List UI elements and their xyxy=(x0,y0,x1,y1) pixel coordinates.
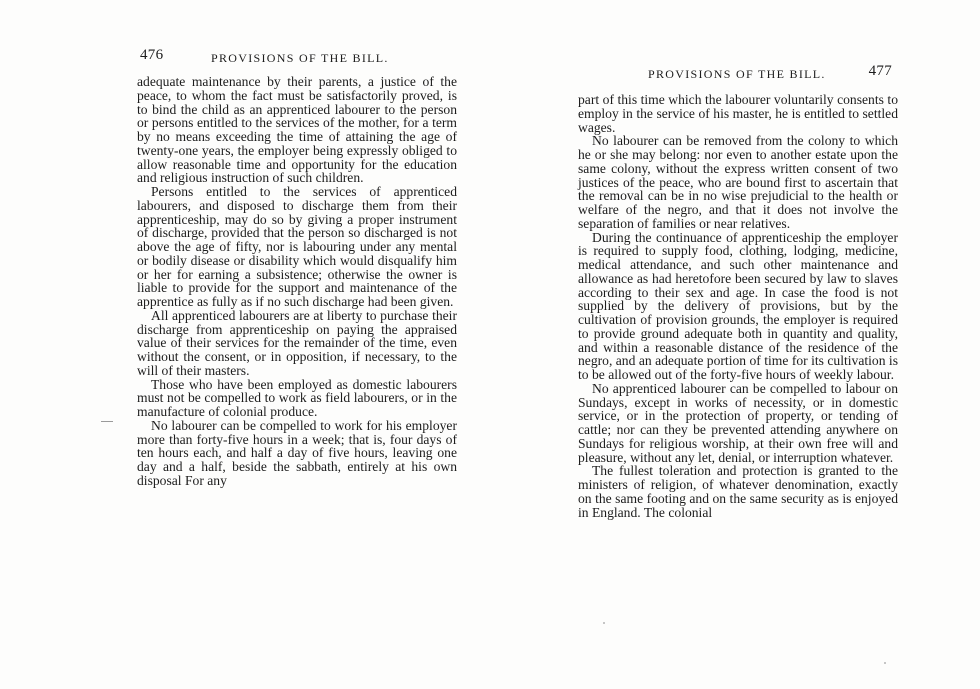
left-page-number: 476 xyxy=(140,47,164,63)
left-paragraph-4: Those who have been employed as domestic labourers must not be compelled to work as field labourers, or in the manufacture of colonial produce. xyxy=(137,376,457,419)
right-paragraph-2: No labourer can be removed from the colony to which he or she may belong: nor even to another estate upon the same colony, without the express written consent of two justices of the peace, who are bound first to ascertain that the removal can be in no wise prejudicial to the health or welfare of the negro, and that it does not involve the separation of families or near relatives. xyxy=(578,133,898,231)
left-paragraph-3: All apprenticed labourers are at liberty to purchase their discharge from apprenticeship on paying the appraised value of their services for the remainder of the time, even without the consent, or in opposition, if necessary, to the will of their masters. xyxy=(137,307,457,378)
left-paragraph-2: Persons entitled to the services of apprenticed labourers, and disposed to discharge them from their apprenticeship, may do so by giving a proper instrument of discharge, provided that the person so discharged is not above the age of fifty, nor is labouring under any mental or bodily disease or disability which would disqualify him or her for earning a subsistence; otherwise the owner is liable to provide for the support and maintenance of the apprentice as fully as if no such discharge had been given. xyxy=(137,184,457,309)
right-page xyxy=(578,0,898,519)
left-paragraph-1: adequate maintenance by their parents, a justice of the peace, to whom the fact must be satisfactorily proved, is to bind the child as an apprenticed labourer to the person or persons entitled to the services of the mother, for a term by no means exceeding the time of attaining the age of twenty-one years, the employer being expressly obliged to allow reasonable time and opportunity for the education and religious instruction of such children. xyxy=(137,74,457,186)
left-running-head-title: PROVISIONS OF THE BILL. xyxy=(211,51,389,65)
right-paragraph-3: During the continuance of apprenticeship the employer is required to supply food, clothing, lodging, medicine, medical attendance, and such other maintenance and allowance as had heretofore been secured by law to slaves according to their sex and age. In case the food is not supplied by the delivery of provisions, but by the cultivation of provision grounds, the employer is required to provide ground adequate both in quantity and quality, and within a reasonable distance of the residence of the negro, and an adequate portion of time for its cultivation is to be allowed out of the forty-five hours of weekly labour. xyxy=(578,229,898,382)
left-page xyxy=(137,0,457,488)
paper-speck xyxy=(603,622,605,624)
right-running-head-title: PROVISIONS OF THE BILL. xyxy=(648,67,826,81)
right-running-head xyxy=(578,63,898,83)
paper-speck xyxy=(884,662,886,664)
left-running-head xyxy=(137,47,457,67)
right-paragraph-1: part of this time which the labourer voluntarily consents to employ in the service of his master, he is entitled to settled wages. xyxy=(578,92,898,135)
right-body-text xyxy=(578,93,898,519)
right-page-number: 477 xyxy=(868,63,892,79)
left-body-text xyxy=(137,75,457,488)
margin-mark xyxy=(101,421,113,422)
right-paragraph-4: No apprenticed labourer can be compelled to labour on Sundays, except in works of necessity, or in domestic service, or in the protection of property, or tending of cattle; nor can they be prevented attending anywhere on Sundays for religious worship, at their own free will and pleasure, without any let, denial, or interruption whatever. xyxy=(578,380,898,465)
left-paragraph-5: No labourer can be compelled to work for his employer more than forty-five hours in a week; that is, four days of ten hours each, and half a day of five hours, leaving one day and a half, beside the sabbath, entirely at his own disposal For any xyxy=(137,417,457,488)
right-paragraph-5: The fullest toleration and protection is granted to the ministers of religion, of whatever denomination, exactly on the same footing and on the same security as is enjoyed in England. The colonial xyxy=(578,463,898,520)
